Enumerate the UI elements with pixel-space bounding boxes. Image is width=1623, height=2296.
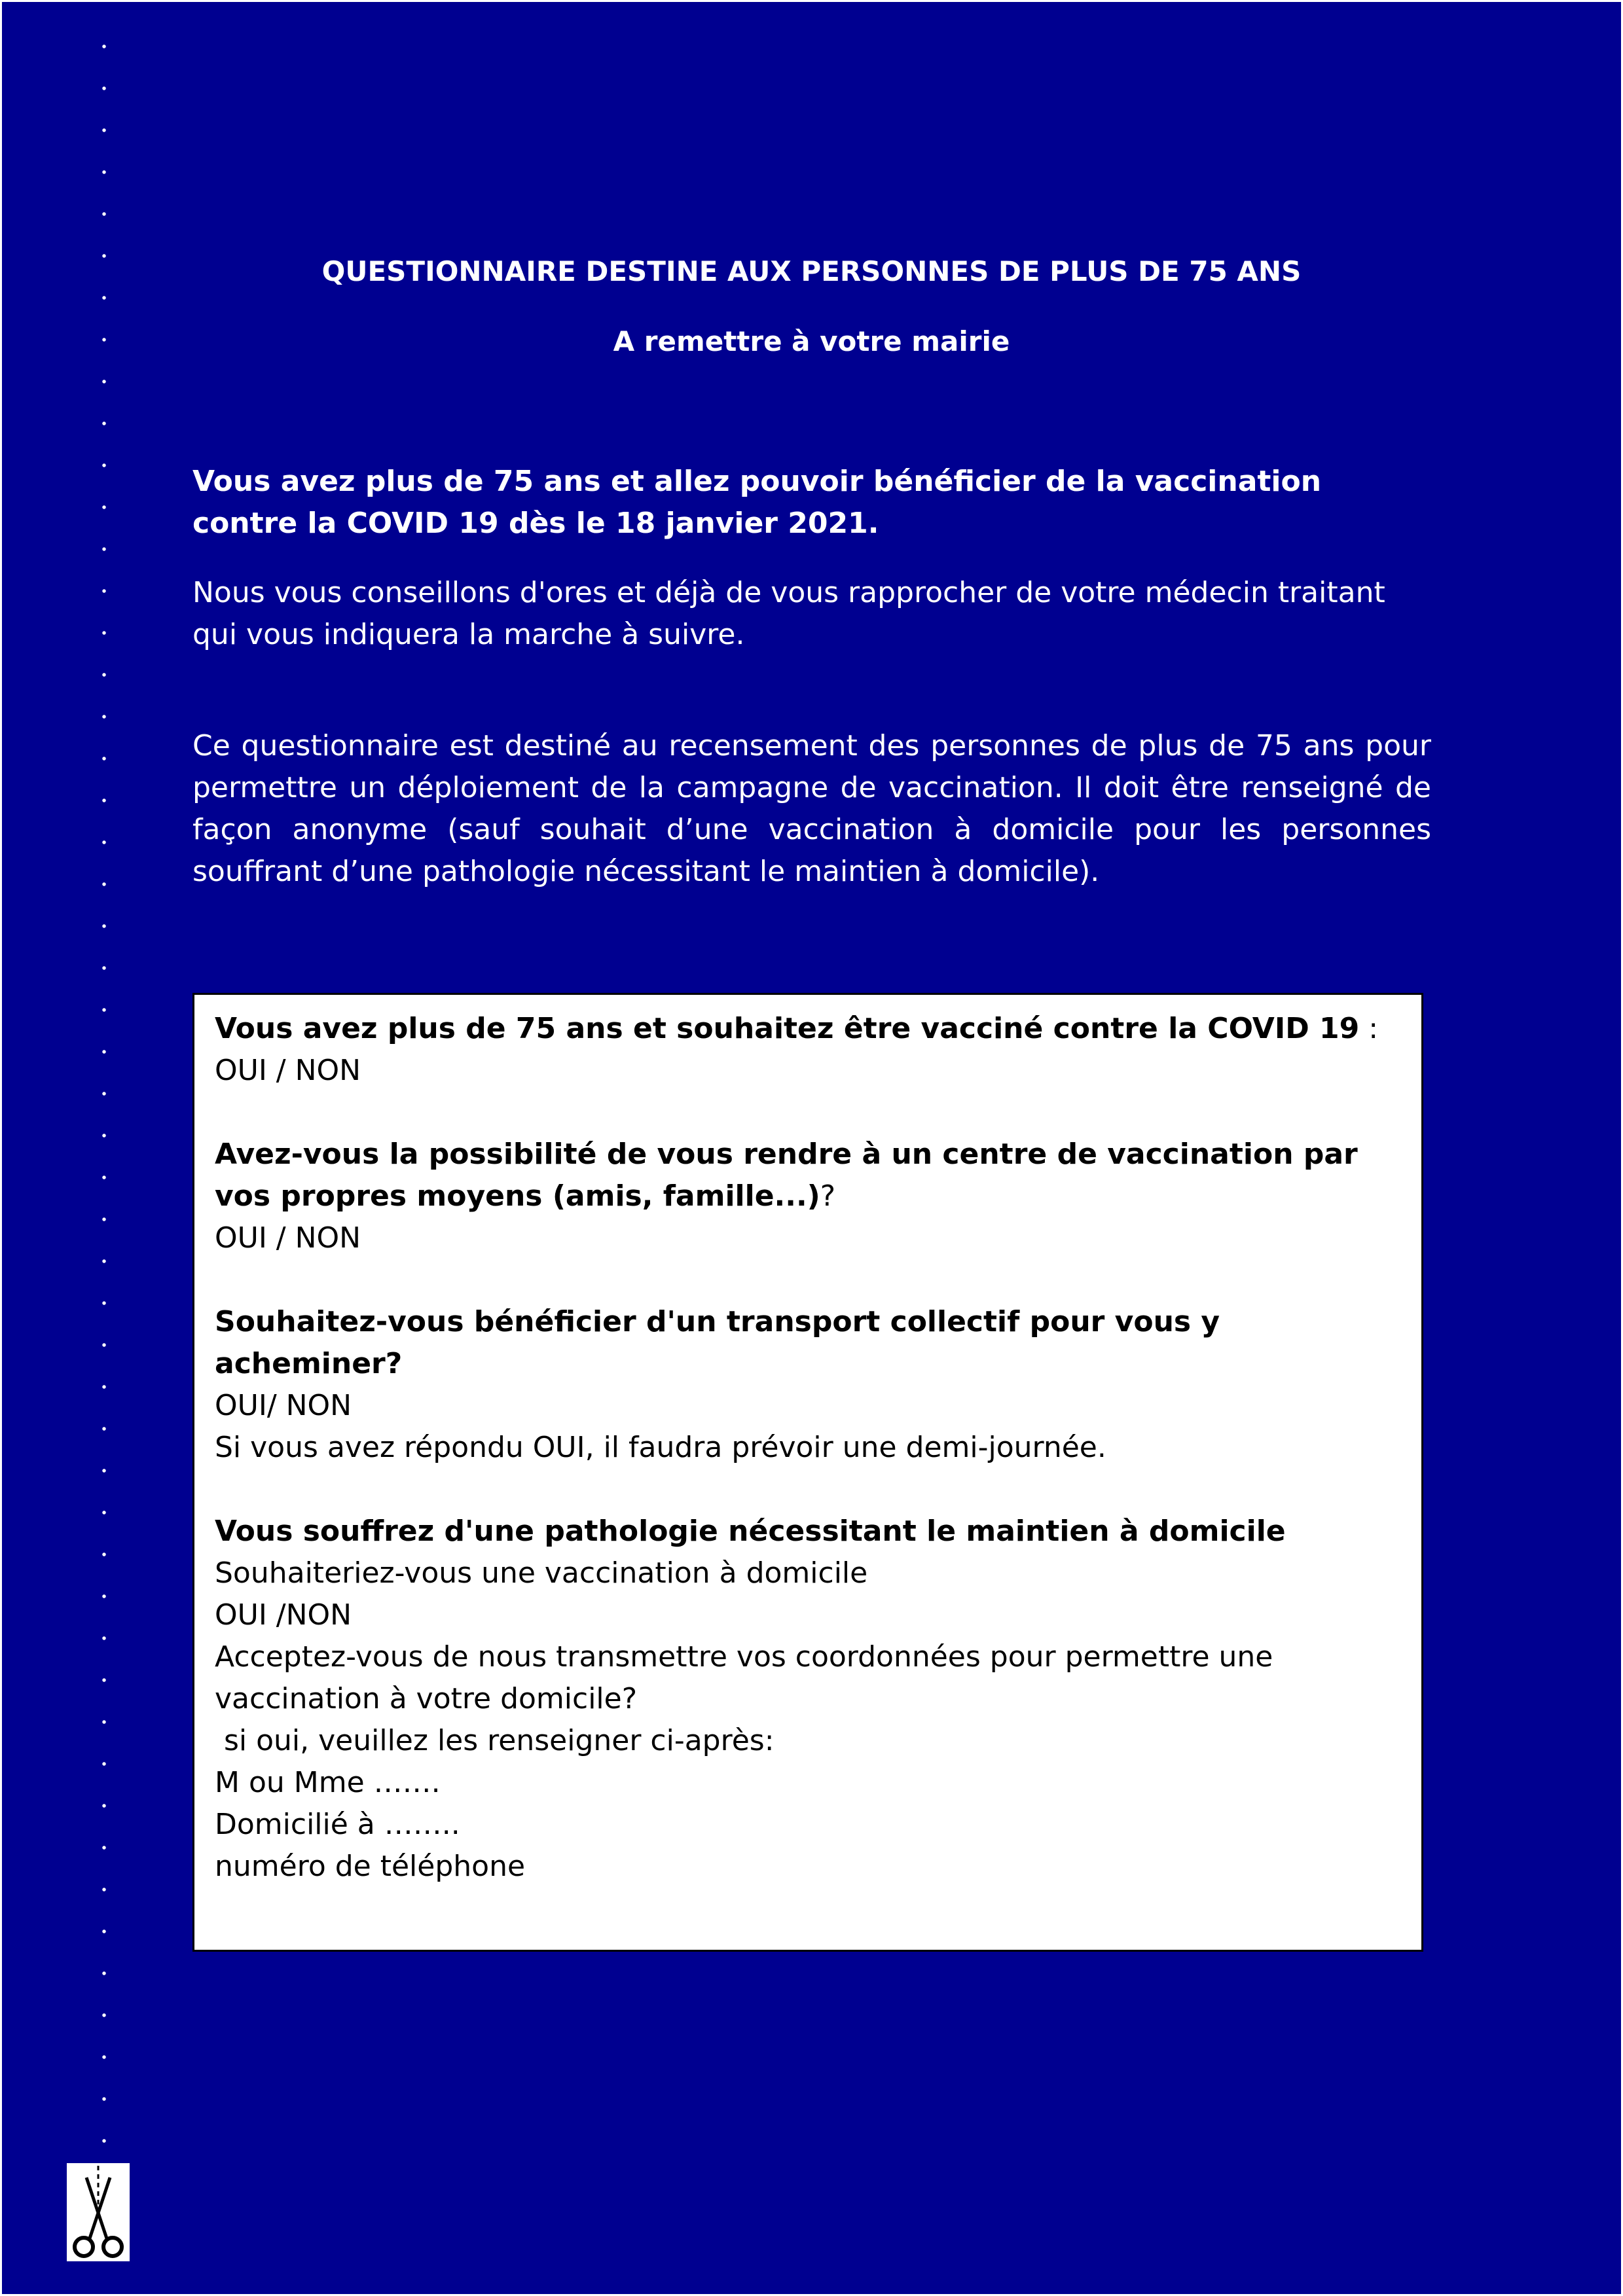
questionnaire-box	[192, 993, 1423, 1952]
page-title: QUESTIONNAIRE DESTINE AUX PERSONNES DE PLUS DE 75 ANS	[321, 255, 1302, 287]
answer-own-transport[interactable]: OUI / NON	[215, 1221, 361, 1255]
answer-vaccination-wish[interactable]: OUI / NON	[215, 1054, 361, 1087]
question-vaccination-wish: Vous avez plus de 75 ans et souhaitez être vacciné contre la COVID 19 :	[215, 1012, 1379, 1045]
scissors-icon	[67, 2163, 130, 2261]
question-collective-transport: Souhaitez-vous bénéficier d'un transport collectif pour vous y acheminer?	[215, 1305, 1220, 1380]
intro-paragraph-doctor-advice: Nous vous conseillons d'ores et déjà de vous rapprocher de votre médecin traitant qui vous indiquera la marche à suivre.	[192, 576, 1385, 651]
question-own-transport: Avez-vous la possibilité de vous rendre à un centre de vaccination par vos propres moyens (amis, famille...)?	[215, 1138, 1358, 1213]
question-home-vaccination: Souhaiteriez-vous une vaccination à domicile	[215, 1556, 868, 1590]
cut-line-dotted	[101, 26, 107, 2146]
question-consent-details: Acceptez-vous de nous transmettre vos coordonnées pour permettre une vaccination à votre domicile?	[215, 1640, 1273, 1715]
answer-home-vaccination[interactable]: OUI /NON	[215, 1598, 352, 1632]
note-half-day: Si vous avez répondu OUI, il faudra prévoir une demi-journée.	[215, 1431, 1106, 1464]
instruction-fill-details: si oui, veuillez les renseigner ci-après:	[215, 1724, 775, 1757]
intro-paragraph-eligibility: Vous avez plus de 75 ans et allez pouvoir bénéficier de la vaccination contre la COVID 19 dès le 18 janvier 2021.	[192, 465, 1322, 540]
phone-field[interactable]: numéro de téléphone	[215, 1850, 526, 1883]
address-field[interactable]: Domicilié à ……..	[215, 1808, 460, 1841]
answer-collective-transport[interactable]: OUI/ NON	[215, 1389, 352, 1422]
page-subtitle: A remettre à votre mairie	[613, 325, 1010, 357]
document-page	[2, 2, 1621, 2294]
name-field[interactable]: M ou Mme …….	[215, 1766, 441, 1799]
intro-paragraph-purpose: Ce questionnaire est destiné au recensement des personnes de plus de 75 ans pour permettre un déploiement de la campagne de vaccination. Il doit être renseigné de façon anonyme (sauf souhait d’une vaccination à domicile pour les personnes souffrant d’une pathologie nécessitant le maintien à domicile).	[192, 729, 1431, 888]
question-home-pathology: Vous souffrez d'une pathologie nécessitant le maintien à domicile	[215, 1515, 1286, 1548]
